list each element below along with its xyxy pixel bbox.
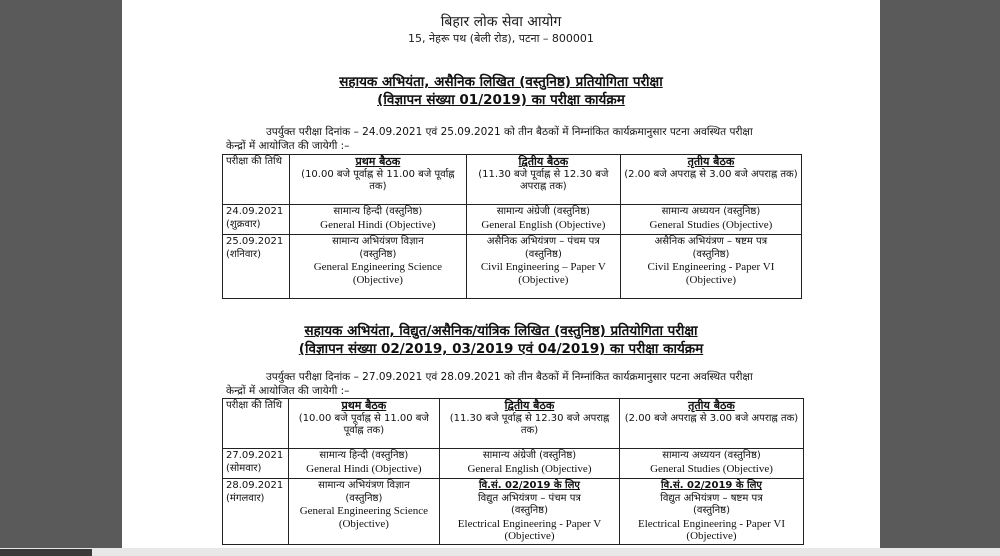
section1-title-line1: सहायक अभियंता, असैनिक लिखित (वस्तुनिष्ठ) प्रतियोगिता परीक्षा	[339, 74, 663, 90]
table-row	[223, 235, 802, 299]
section2-title-line2: (विज्ञापन संख्या 02/2019, 03/2019 एवं 04/2019) का परीक्षा कार्यक्रम	[298, 341, 704, 357]
viewer-bottom-bar	[0, 548, 1000, 556]
section1-schedule-table	[222, 154, 802, 299]
date-cell: 27.09.2021 (सोमवार)	[223, 449, 289, 479]
session3-cell: असैनिक अभियंत्रण – षष्टम पत्र (वस्तुनिष्ठ) Civil Engineering - Paper VI (Objective)	[620, 235, 801, 299]
session3-header: तृतीय बैठक (2.00 बजे अपराह्न से 3.00 बजे अपराह्न तक)	[619, 399, 803, 449]
table-row	[223, 479, 804, 545]
table-row	[223, 205, 802, 235]
section2-title-line1: सहायक अभियंता, विद्युत/असैनिक/यांत्रिक लिखित (वस्तुनिष्ठ) प्रतियोगिता परीक्षा	[304, 323, 698, 339]
section2-schedule-table	[222, 398, 804, 545]
session1-header: प्रथम बैठक (10.00 बजे पूर्वाह्न से 11.00 बजे पूर्वाह्न तक)	[288, 399, 439, 449]
session1-cell: सामान्य अभियंत्रण विज्ञान (वस्तुनिष्ठ) General Engineering Science (Objective)	[288, 479, 439, 545]
session3-cell: सामान्य अध्ययन (वस्तुनिष्ठ) General Studies (Objective)	[620, 205, 801, 235]
section1-title-line2: (विज्ञापन संख्या 01/2019) का परीक्षा कार्यक्रम	[377, 92, 625, 108]
table-row	[223, 449, 804, 479]
table-header-row	[223, 399, 804, 449]
viewer-taskbar-segment	[0, 549, 92, 556]
session1-cell: सामान्य हिन्दी (वस्तुनिष्ठ) General Hindi (Objective)	[288, 449, 439, 479]
session2-header: द्वितीय बैठक (11.30 बजे पूर्वाह्न से 12.30 बजे अपराह्न तक)	[466, 155, 620, 205]
org-name: बिहार लोक सेवा आयोग	[440, 14, 562, 30]
session3-cell: सामान्य अध्ययन (वस्तुनिष्ठ) General Studies (Objective)	[619, 449, 803, 479]
session1-header: प्रथम बैठक (10.00 बजे पूर्वाह्न से 11.00 बजे पूर्वाह्न तक)	[289, 155, 466, 205]
document-page	[122, 0, 880, 556]
table-header-row	[223, 155, 802, 205]
date-header: परीक्षा की तिथि	[223, 399, 289, 449]
session2-cell: असैनिक अभियंत्रण – पंचम पत्र (वस्तुनिष्ठ) Civil Engineering – Paper V (Objective)	[466, 235, 620, 299]
session2-cell: वि.सं. 02/2019 के लिए विद्युत अभियंत्रण – पंचम पत्र (वस्तुनिष्ठ) Electrical Engineering - Paper V (Objective)	[440, 479, 620, 545]
section1-intro: उपर्युक्त परीक्षा दिनांक – 24.09.2021 एवं 25.09.2021 को तीन बैठकों में निम्नांकित कार्यक्रमानुसार पटना अवस्थित परीक्षा केन्द्रों में आयोजित की जायेगी :–	[226, 126, 753, 152]
date-header: परीक्षा की तिथि	[223, 155, 290, 205]
session2-cell: सामान्य अंग्रेजी (वस्तुनिष्ठ) General English (Objective)	[440, 449, 620, 479]
section2-intro: उपर्युक्त परीक्षा दिनांक – 27.09.2021 एवं 28.09.2021 को तीन बैठकों में निम्नांकित कार्यक्रमानुसार पटना अवस्थित परीक्षा केन्द्रों में आयोजित की जायेगी :–	[226, 371, 753, 397]
session2-cell: सामान्य अंग्रेजी (वस्तुनिष्ठ) General English (Objective)	[466, 205, 620, 235]
session3-header: तृतीय बैठक (2.00 बजे अपराह्न से 3.00 बजे अपराह्न तक)	[620, 155, 801, 205]
session1-cell: सामान्य हिन्दी (वस्तुनिष्ठ) General Hindi (Objective)	[289, 205, 466, 235]
session2-header: द्वितीय बैठक (11.30 बजे पूर्वाह्न से 12.30 बजे अपराह्न तक)	[440, 399, 620, 449]
session3-cell: वि.सं. 02/2019 के लिए विद्युत अभियंत्रण – षष्टम पत्र (वस्तुनिष्ठ) Electrical Engineering - Paper VI (Objective)	[619, 479, 803, 545]
session1-cell: सामान्य अभियंत्रण विज्ञान (वस्तुनिष्ठ) General Engineering Science (Objective)	[289, 235, 466, 299]
date-cell: 24.09.2021 (शुक्रवार)	[223, 205, 290, 235]
org-address: 15, नेहरू पथ (बेली रोड), पटना – 800001	[408, 32, 594, 45]
date-cell: 25.09.2021 (शनिवार)	[223, 235, 290, 299]
date-cell: 28.09.2021 (मंगलवार)	[223, 479, 289, 545]
